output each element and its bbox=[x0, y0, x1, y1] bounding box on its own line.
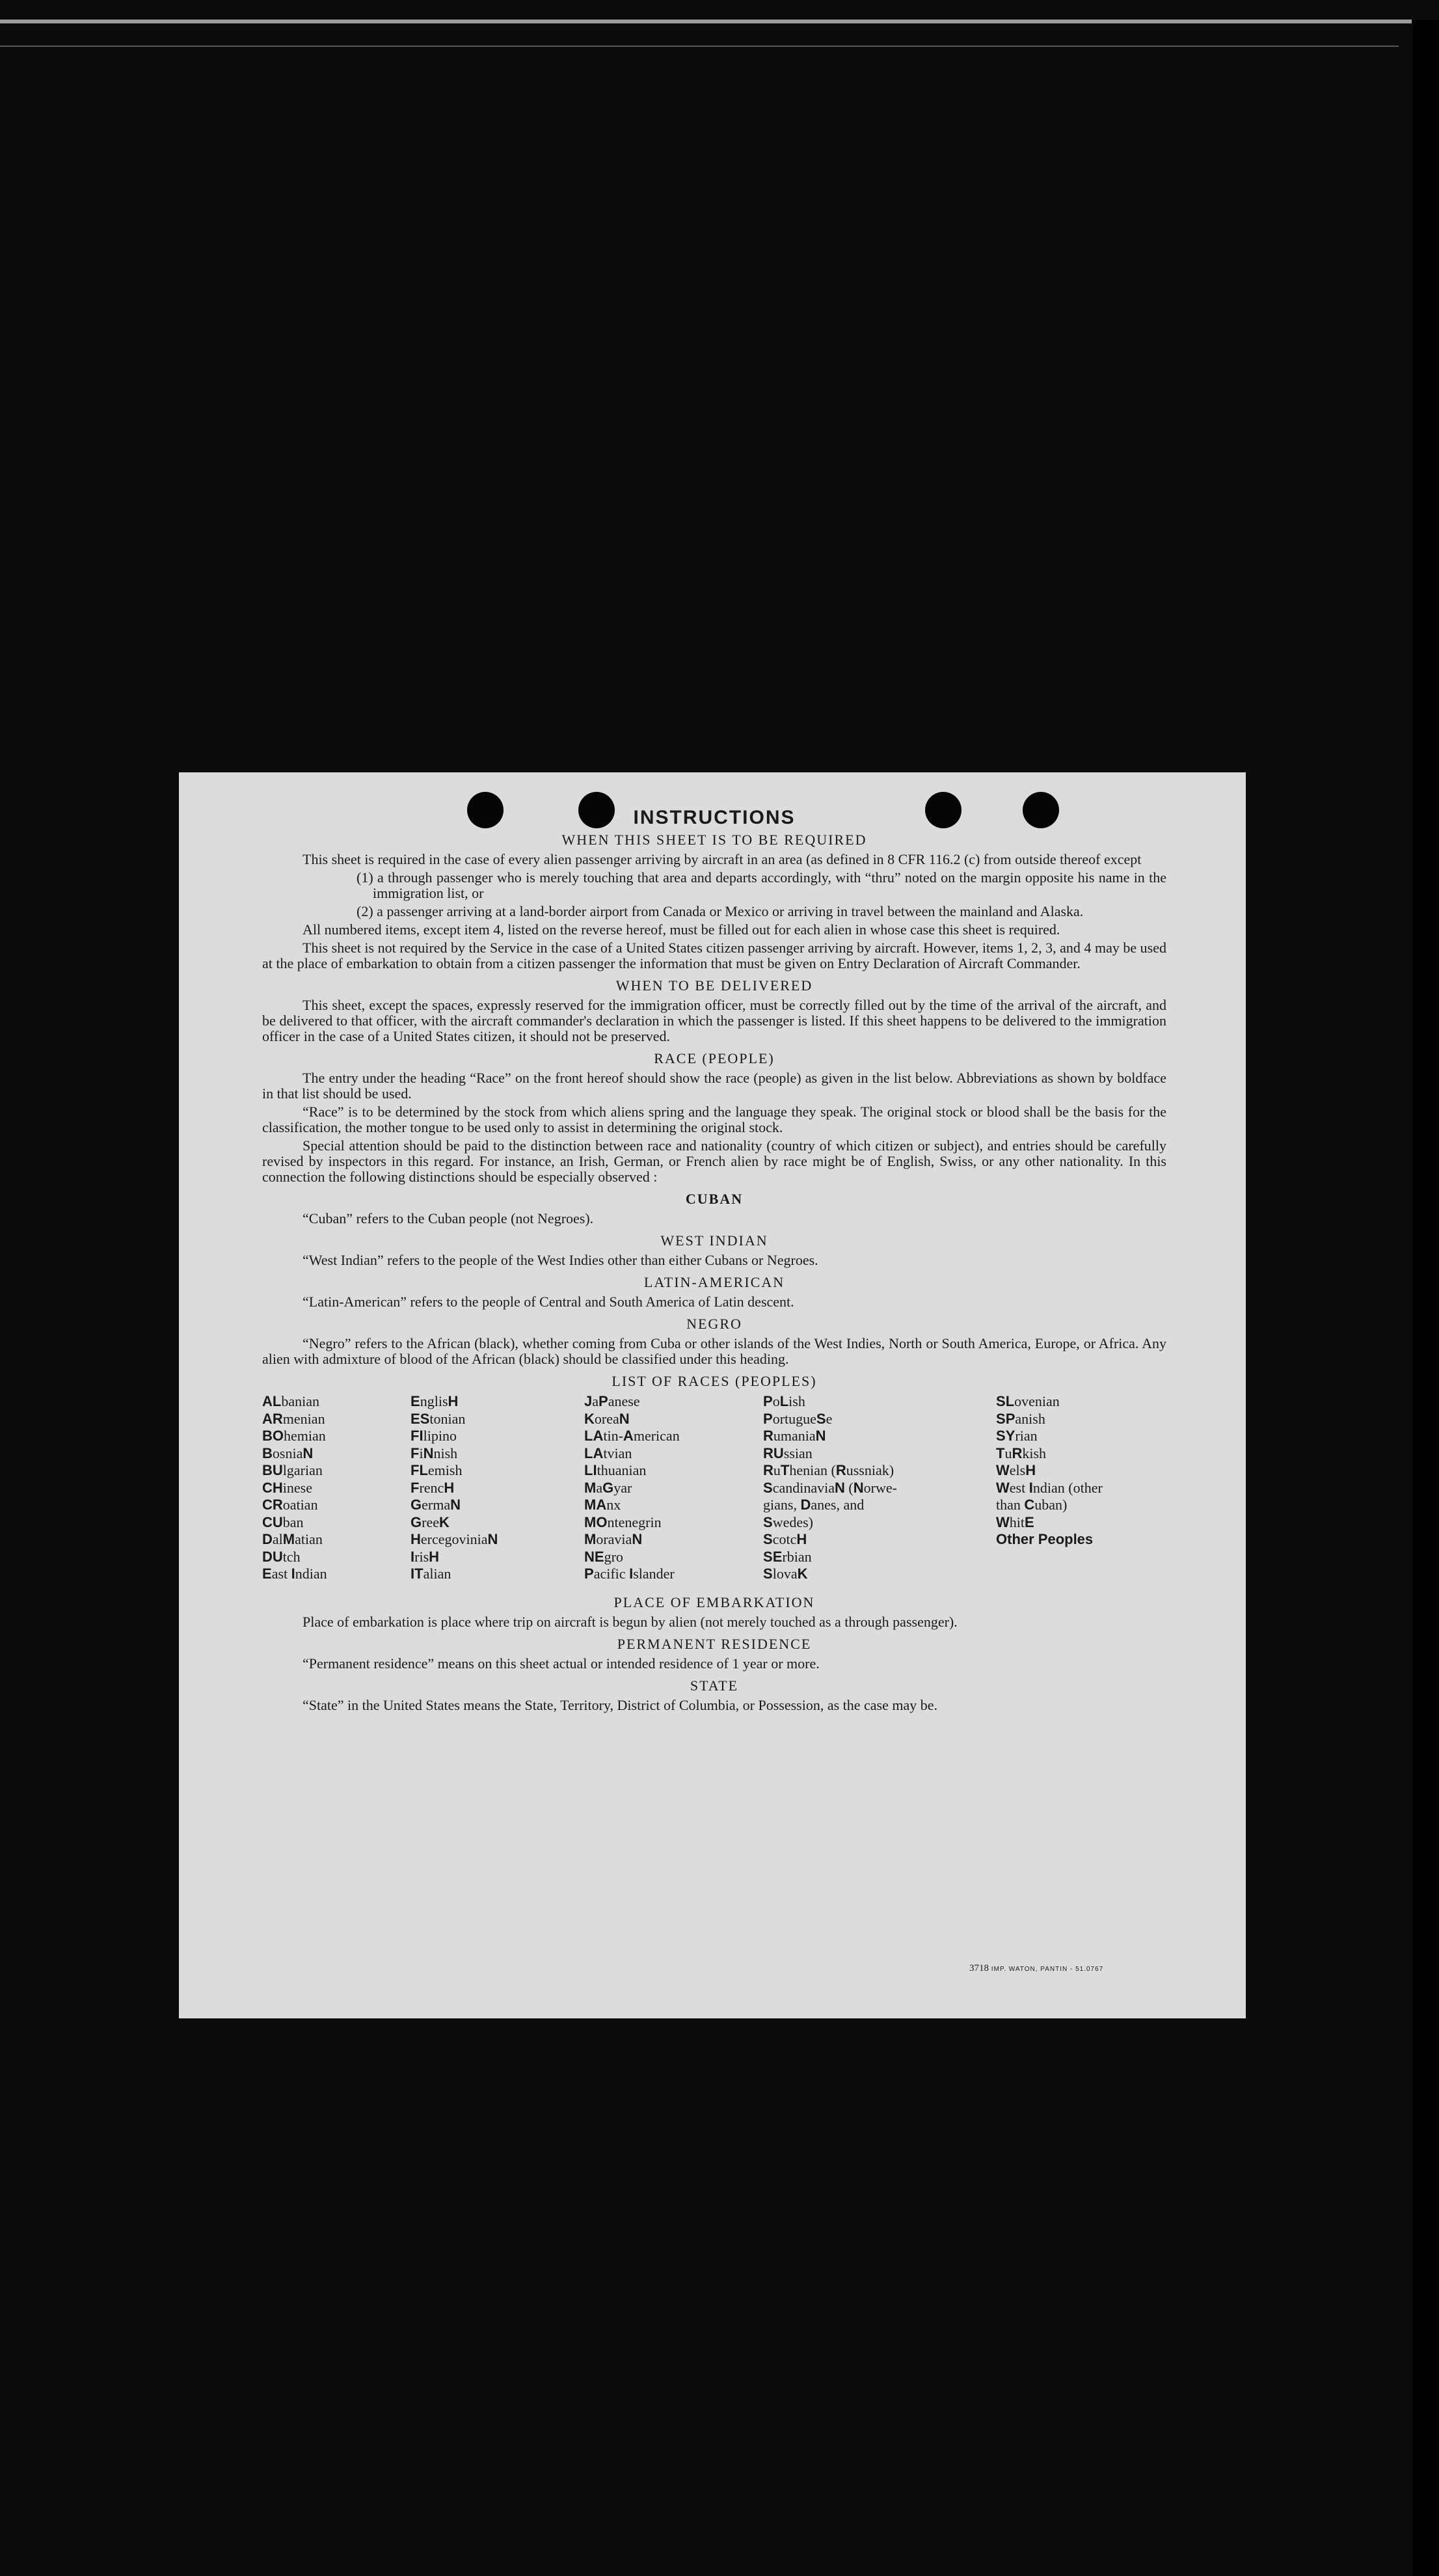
section-heading-negro: NEGRO bbox=[686, 1316, 742, 1332]
exception-item-1: (1) a through passenger who is merely touching that area and departs accordingly, with “thru” noted on the margin opposite his name in the immigration list, or bbox=[356, 869, 1166, 901]
race-entry: EStonian bbox=[410, 1410, 466, 1427]
race-entry: GermaN bbox=[410, 1497, 461, 1513]
section-heading-race: RACE (PEOPLE) bbox=[654, 1050, 775, 1066]
paragraph-race-3: Special attention should be paid to the distinction between race and nationality (country of which citizen or subject), and entries should be carefully revised by inspectors in this regard. For instance, an Irish, German, or French alien by race might be of English, Swiss, or any other nationality. In this connection the following distinctions should be especially observed : bbox=[262, 1137, 1166, 1185]
section-heading-when-delivered: WHEN TO BE DELIVERED bbox=[615, 977, 813, 994]
race-entry: SYrian bbox=[996, 1428, 1038, 1444]
paragraph-race-1: The entry under the heading “Race” on the front hereof should show the race (people) as given in the list below. Abbreviations as shown by boldface in that list should be used. bbox=[262, 1070, 1166, 1102]
film-scratch-line bbox=[0, 46, 1399, 47]
races-column-2 bbox=[410, 1393, 498, 1583]
paragraph-negro: “Negro” refers to the African (black), whether coming from Cuba or other islands of the West Indies, North or South America, Europe, or Africa. Any alien with admixture of blood of the African (black) should be classified under this heading. bbox=[262, 1335, 1166, 1367]
race-entry: EnglisH bbox=[410, 1393, 459, 1409]
race-entry: BOhemian bbox=[262, 1428, 326, 1444]
paragraph-cuban: “Cuban” refers to the Cuban people (not Negroes). bbox=[303, 1210, 594, 1227]
section-heading-when-required: WHEN THIS SHEET IS TO BE REQUIRED bbox=[561, 832, 867, 848]
races-column-1 bbox=[262, 1393, 327, 1583]
race-entry: FrencH bbox=[410, 1479, 455, 1496]
race-entry: HercegoviniaN bbox=[410, 1531, 498, 1547]
race-entry: MaGyar bbox=[584, 1479, 632, 1496]
race-entry: LAtvian bbox=[584, 1444, 632, 1461]
section-heading-list-of-races: LIST OF RACES (PEOPLES) bbox=[612, 1373, 817, 1389]
race-entry: MAnx bbox=[584, 1497, 621, 1513]
section-heading-state: STATE bbox=[690, 1677, 739, 1694]
printer-note: IMP. WATON, PANTIN - 51.0767 bbox=[991, 1966, 1104, 1973]
race-entry: RuThenian (Russniak) bbox=[763, 1462, 894, 1478]
race-entry: Pacific Islander bbox=[584, 1566, 675, 1582]
races-column-5 bbox=[996, 1393, 1103, 1549]
race-entry: MOntenegrin bbox=[584, 1513, 662, 1530]
paragraph-latin-american: “Latin-American” refers to the people of Central and South America of Latin descent. bbox=[303, 1294, 794, 1310]
race-entry: Other Peoples bbox=[996, 1531, 1094, 1547]
race-entry: West Indian (other bbox=[996, 1479, 1103, 1496]
exception-item-2: (2) a passenger arriving at a land-border airport from Canada or Mexico or arriving in travel between the mainland and Alaska. bbox=[356, 903, 1084, 919]
race-entry: GreeK bbox=[410, 1513, 450, 1530]
race-entry: MoraviaN bbox=[584, 1531, 643, 1547]
races-list bbox=[262, 1393, 1166, 1588]
section-heading-latin-american: LATIN-AMERICAN bbox=[643, 1274, 785, 1290]
race-entry: DUtch bbox=[262, 1548, 301, 1565]
races-column-4 bbox=[763, 1393, 897, 1583]
paragraph-delivered: This sheet, except the spaces, expressly reserved for the immigration officer, must be correctly filled out by the time of the arrival of the aircraft, and be delivered to that officer, with the aircraft commander's declaration in which the passenger is listed. If this sheet happens to be delivered to the immigration officer in the case of a United States citizen, it should not be preserved. bbox=[262, 997, 1166, 1044]
race-entry: ScotcH bbox=[763, 1531, 807, 1547]
race-entry: gians, Danes, and bbox=[763, 1497, 865, 1513]
page-title: INSTRUCTIONS bbox=[633, 807, 796, 828]
form-number-value: 3718 bbox=[969, 1963, 989, 1973]
paragraph-citizen: This sheet is not required by the Service in the case of a United States citizen passenger arriving by aircraft. However, items 1, 2, 3, and 4 may be used at the place of embarkation to obtain from a citizen passenger the information that must be given on Entry Declaration of Aircraft Commander. bbox=[262, 940, 1166, 971]
race-entry: than Cuban) bbox=[996, 1497, 1068, 1513]
race-entry: FLemish bbox=[410, 1462, 463, 1478]
race-entry: SLovenian bbox=[996, 1393, 1060, 1409]
paragraph-west-indian: “West Indian” refers to the people of the West Indies other than either Cubans or Negroes. bbox=[303, 1252, 818, 1268]
section-heading-permanent-residence: PERMANENT RESIDENCE bbox=[617, 1636, 812, 1652]
paragraph-race-2: “Race” is to be determined by the stock from which aliens spring and the language they speak. The original stock or blood shall be the basis for the classification, the mother tongue to be used only to assist in determining the original stock. bbox=[262, 1104, 1166, 1135]
paragraph-numbered-items: All numbered items, except item 4, listed on the reverse hereof, must be filled out for each alien in whose case this sheet is required. bbox=[303, 921, 1060, 938]
race-entry: BUlgarian bbox=[262, 1462, 323, 1478]
race-entry: CUban bbox=[262, 1513, 304, 1530]
race-entry: ALbanian bbox=[262, 1393, 319, 1409]
race-entry: FiNnish bbox=[410, 1444, 458, 1461]
race-entry: SErbian bbox=[763, 1548, 812, 1565]
race-entry: CRoatian bbox=[262, 1497, 318, 1513]
race-entry: ARmenian bbox=[262, 1410, 325, 1427]
race-entry: LAtin-American bbox=[584, 1428, 680, 1444]
section-heading-cuban: CUBAN bbox=[685, 1191, 744, 1207]
race-entry: Swedes) bbox=[763, 1513, 813, 1530]
section-heading-west-indian: WEST INDIAN bbox=[660, 1232, 768, 1249]
race-entry: East Indian bbox=[262, 1566, 327, 1582]
race-entry: RumaniaN bbox=[763, 1428, 826, 1444]
section-heading-embarkation: PLACE OF EMBARKATION bbox=[613, 1594, 815, 1610]
race-entry: WelsH bbox=[996, 1462, 1036, 1478]
film-right-edge bbox=[1413, 20, 1439, 2576]
races-column-3 bbox=[584, 1393, 680, 1583]
race-entry: KoreaN bbox=[584, 1410, 630, 1427]
race-entry: PoLish bbox=[763, 1393, 805, 1409]
race-entry: LIthuanian bbox=[584, 1462, 647, 1478]
race-entry: FIlipino bbox=[410, 1428, 457, 1444]
race-entry: RUssian bbox=[763, 1444, 813, 1461]
race-entry: SPanish bbox=[996, 1410, 1045, 1427]
race-entry: SlovaK bbox=[763, 1566, 808, 1582]
race-entry: CHinese bbox=[262, 1479, 312, 1496]
race-entry: JaPanese bbox=[584, 1393, 640, 1409]
paragraph-state: “State” in the United States means the State, Territory, District of Columbia, or Possession, as the case may be. bbox=[303, 1697, 938, 1713]
film-top-edge bbox=[0, 20, 1412, 23]
race-entry: DalMatian bbox=[262, 1531, 323, 1547]
race-entry: ITalian bbox=[410, 1566, 451, 1582]
form-number bbox=[969, 1963, 1103, 1974]
race-entry: WhitE bbox=[996, 1513, 1034, 1530]
sheet-content bbox=[262, 807, 1166, 1716]
paragraph-required-intro: This sheet is required in the case of every alien passenger arriving by aircraft in an area (as defined in 8 CFR 116.2 (c) from outside thereof except bbox=[303, 851, 1142, 867]
race-entry: BosniaN bbox=[262, 1444, 314, 1461]
race-entry: ScandinaviaN (Norwe- bbox=[763, 1479, 897, 1496]
race-entry: NEgro bbox=[584, 1548, 623, 1565]
paragraph-permanent-residence: “Permanent residence” means on this sheet actual or intended residence of 1 year or more. bbox=[303, 1655, 820, 1672]
race-entry: TuRkish bbox=[996, 1444, 1047, 1461]
paragraph-embarkation: Place of embarkation is place where trip on aircraft is begun by alien (not merely touched as a through passenger). bbox=[303, 1614, 958, 1630]
instruction-sheet bbox=[179, 772, 1246, 2018]
race-entry: PortugueSe bbox=[763, 1410, 833, 1427]
race-entry: IrisH bbox=[410, 1548, 440, 1565]
